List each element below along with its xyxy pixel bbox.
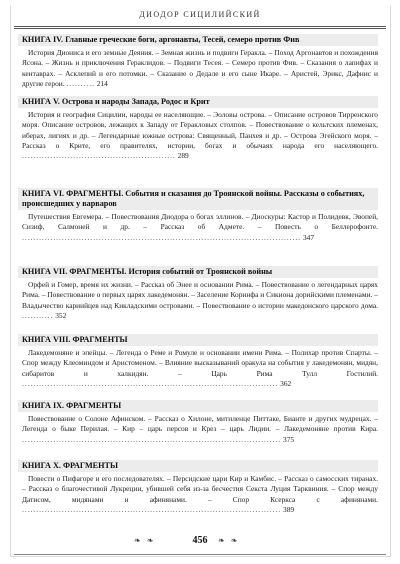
ornament-right-icon: ❧ ❧ (218, 536, 240, 545)
summary-text: История и география Сицилии, народы ее населяющие. – Эоловы острова. – Описание островов Тирренского моря. Описание островов, лежащих к Западу от Геракловых столпов. – Повествование о кельтских племенах, иберах, лигиях и др. – Легендарные южные острова: Священный, Панхея и др. – Острова Эгейского моря. – Рассказ о Крите, его правителях, истории, богах и обычаях народа его населяющего. (22, 110, 378, 150)
book-title: Острова и народы Запада, Родос и Крит (61, 97, 210, 106)
dot-leader: ........... (22, 310, 54, 320)
toc-entry-heading (18, 34, 378, 46)
ornament-left-icon: ❧ ❧ (134, 536, 156, 545)
dot-leader: .......................................................................................... (22, 378, 279, 388)
toc-entry-heading (18, 460, 378, 472)
page-reference: 347 (302, 232, 315, 242)
page-reference: 352 (55, 310, 67, 320)
page-number: 456 (192, 535, 208, 546)
dot-leader: .......... (66, 78, 95, 88)
book-number: КНИГА IV. (22, 35, 64, 44)
toc-entry-heading (18, 188, 378, 210)
book-title: История событий от Троянской войны (128, 267, 273, 276)
book-title: События и сказания до Троянской войны. Рассказы о событиях, происшедших у варваров (22, 189, 365, 208)
toc-entry-summary (22, 280, 378, 321)
toc-entry-heading (18, 96, 378, 108)
toc-entry-summary (22, 212, 378, 243)
book-number: КНИГА IX. ФРАГМЕНТЫ (22, 401, 122, 410)
page-reference: 289 (177, 151, 189, 161)
dot-leader: ........................................................................................... (22, 434, 282, 444)
toc-entry-book-iv (22, 34, 378, 89)
page-reference: 389 (283, 504, 295, 514)
dot-leader: ...................................................... (22, 151, 176, 161)
page-reference: 362 (280, 378, 292, 388)
summary-text: Повествование о Солоне Афинском. – Рассказ о Хилоне, митиленце Питтаке, Бианте и других мудрецах. – Легенда о быке Перилая. – Кир – царь персов и Крез – царь Лидии. – Лакедемоняне против Кира. (22, 414, 378, 434)
dot-leader: .................................................................................................. (22, 232, 302, 242)
book-number: КНИГА X. ФРАГМЕНТЫ (22, 461, 119, 470)
toc-entry-heading (18, 400, 378, 412)
toc-entry-heading (18, 266, 378, 278)
running-head: ДИОДОР СИЦИЛИЙСКИЙ (139, 10, 261, 19)
dot-leader: ........................................................................................... (22, 504, 282, 514)
summary-text: Путешествия Евгемера. – Повествования Диодора о богах эллинов. – Диоскуры: Кастор и Полидевк, Эвопей, Сизиф, Салмоней и др. – Рассказ об Адмете. – Повесть о Беллерофонте. (22, 212, 378, 232)
summary-text: История Диониса и его земные Деяния. – Земная жизнь и подвиги Геракла. – Поход Аргонавтов и похождения Ясона. – Жизнь и приключения Гераклидов. – Подвиги Тесея. – Семеро против Фив. – Сказания о лапифах и кентаврах. – Асклепий и его потомки. – Сказание о Дедале и его сыне Икаре. – Аристей, Эрикс, Дафнис и другие герои. (22, 48, 378, 88)
toc-entry-summary (22, 110, 378, 161)
book-number: КНИГА VIII. ФРАГМЕНТЫ (22, 335, 128, 344)
page-reference: 214 (96, 78, 108, 88)
summary-text: Лакедемоняне и эпейцы. – Легенда о Реме и Ромуле и основании имени Рима. – Полихар против Спарты. – Спор между Клеоминдом и Аристоменом. – Влияние высказываний оракула на события у лакедемонян, мидян, сибаритов и халкидян. – Царь Рима Тулл Гостилий. (22, 348, 378, 378)
toc-entry-book-vi (22, 188, 378, 243)
toc-entry-book-v (22, 96, 378, 161)
toc-entry-heading (18, 334, 378, 346)
toc-entry-book-viii (22, 334, 378, 389)
book-number: КНИГА VII. ФРАГМЕНТЫ. (22, 267, 127, 276)
toc-entry-summary (22, 474, 378, 515)
toc-entry-summary (22, 414, 378, 445)
toc-entry-summary (22, 48, 378, 89)
toc-entry-book-x (22, 460, 378, 515)
book-number: КНИГА VI. ФРАГМЕНТЫ. (22, 189, 124, 198)
book-number: КНИГА V. (22, 97, 60, 106)
footer-rule (14, 554, 386, 555)
toc-entry-book-vii (22, 266, 378, 321)
summary-text: Орфей и Гомер, время их жизни. – Рассказ об Энее и основании Рима. – Повествование о легендарных царях Рима. – Повествование о первых царях лакедемонян. – Заселение Коринфа и Сикиона дорийскими племенами. – Владычество кариийцев над Кикладскими островами. – Повествование о истории македонского царского дома. (22, 280, 378, 310)
toc-entry-summary (22, 348, 378, 389)
book-title: Главные греческие боги, аргонавты, Тесей, семеро против Фив (65, 35, 300, 44)
header-rule (14, 26, 386, 29)
page-reference: 375 (283, 434, 295, 444)
toc-entry-book-ix (22, 400, 378, 445)
summary-text: Повести о Пифагоре и его последователях. – Персидские цари Кир и Камбис. – Рассказ о самосских тиранах. – Рассказ о благочестивой Лукреции, убившей себя из-за бесчестия Секста Луция Тарквиния. – Спор между Датисом, мидянами и афинянами. – Спор Ксеркса с афинянами. (22, 474, 378, 504)
